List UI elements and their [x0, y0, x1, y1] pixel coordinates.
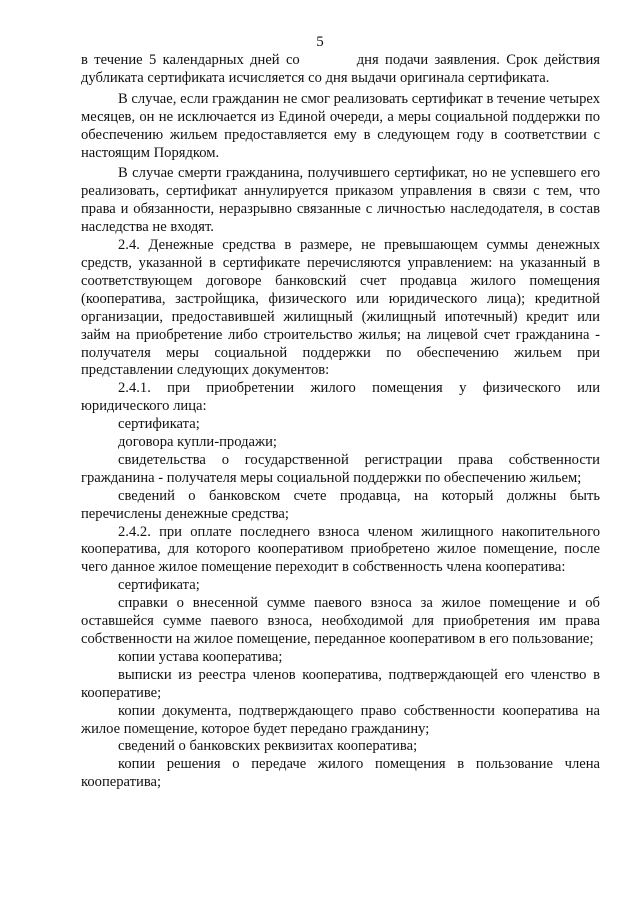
paragraph-2-4-2: 2.4.2. при оплате последнего взноса членом жилищного накопительного кооператива, для которого кооперативом приобретено жилое помещение, после чего данное жилое помещение переходит в собственность члена кооператива:: [81, 523, 600, 576]
paragraph-unrealized-certificate: В случае, если гражданин не смог реализовать сертификат в течение четырех месяцев, он не исключается из Единой очереди, а меры социальной поддержки по обеспечению жильем предоставляется ему в следующем году в соответствии с настоящим Порядком.: [81, 90, 600, 161]
list-item: копии устава кооператива;: [118, 648, 283, 665]
list-item: сертификата;: [118, 416, 200, 433]
list-item: сертификата;: [118, 577, 200, 594]
document-body: [81, 52, 600, 792]
list-item: выписки из реестра членов кооператива, подтверждающей его членство в кооперативе;: [81, 666, 600, 701]
paragraph-2-4: 2.4. Денежные средства в размере, не превышающем суммы денежных средств, указанной в сертификате перечисляются управлением: на указанный в соответствующем договоре банковский счет продавца жилого помещения (кооператива, застройщика, физического или юридического лица); кредитной организации, предоставившей жилищный (жилищный ипотечный) кредит или займ на приобретение либо строительство жилья; на лицевой счет гражданина - получателя меры социальной поддержки по обеспечению жильем при представлении следующих документов:: [81, 237, 600, 379]
paragraph-duplicate-term: в течение 5 календарных дней со дня подачи заявления. Срок действия дубликата сертификата исчисляется со дня выдачи оригинала сертификата.: [81, 52, 600, 86]
list-item: договора купли-продажи;: [118, 434, 277, 451]
list-item: свидетельства о государственной регистрации права собственности гражданина - получателя меры социальной поддержки по обеспечению жильем;: [81, 451, 600, 486]
list-item: копии решения о передаче жилого помещения в пользование члена кооператива;: [81, 756, 600, 791]
list-item: справки о внесенной сумме паевого взноса за жилое помещение и об оставшейся сумме паевого взноса, необходимой для приобретения им права собственности на жилое помещение, переданное кооперативом в его пользование;: [81, 595, 600, 647]
page-number: 5: [316, 34, 324, 50]
list-item: копии документа, подтверждающего право собственности кооператива на жилое помещение, которое будет передано гражданину;: [81, 702, 600, 737]
paragraph-death-of-holder: В случае смерти гражданина, получившего сертификат, но не успевшего его реализовать, сертификат аннулируется приказом управления в связи с тем, что права и обязанности, неразрывно связанные с личностью наследодателя, в состав наследства не входят.: [81, 165, 600, 236]
list-item: сведений о банковском счете продавца, на который должны быть перечислены денежные средства;: [81, 487, 600, 522]
paragraph-2-4-1: 2.4.1. при приобретении жилого помещения у физического или юридического лица:: [81, 380, 600, 415]
list-item: сведений о банковских реквизитах кооператива;: [118, 738, 418, 755]
